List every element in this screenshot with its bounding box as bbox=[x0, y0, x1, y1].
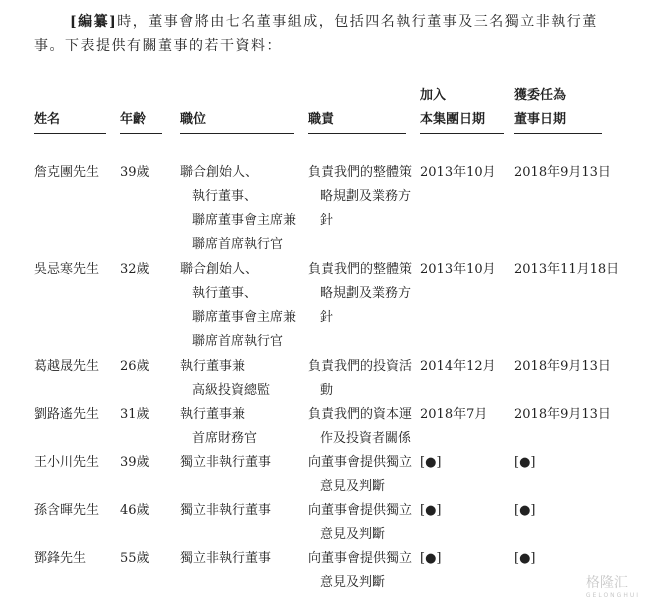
appointment-date: [●] bbox=[514, 503, 536, 518]
director-age: 31歲 bbox=[120, 407, 150, 422]
duties-line: 作及投資者關係 bbox=[320, 431, 412, 446]
director-age: 39歲 bbox=[120, 455, 150, 470]
position-line: 執行董事、 bbox=[192, 286, 258, 301]
director-name: 詹克團先生 bbox=[34, 165, 100, 180]
duties-line: 意見及判斷 bbox=[320, 479, 386, 494]
director-age: 32歲 bbox=[120, 262, 150, 277]
director-age: 46歲 bbox=[120, 503, 150, 518]
intro-paragraph bbox=[34, 10, 624, 58]
director-position bbox=[180, 499, 271, 523]
duties-line: 意見及判斷 bbox=[320, 575, 386, 590]
join-date: [●] bbox=[420, 503, 442, 518]
position-line: 聯席董事會主席兼 bbox=[192, 213, 297, 228]
appointment-date: [●] bbox=[514, 455, 536, 470]
director-position bbox=[180, 403, 257, 451]
director-age: 26歲 bbox=[120, 359, 150, 374]
position-line: 獨立非執行董事 bbox=[180, 503, 272, 518]
duties-line: 針 bbox=[320, 213, 334, 228]
join-date: 2014年12月 bbox=[420, 359, 496, 374]
director-duties bbox=[308, 403, 412, 451]
director-age: 55歲 bbox=[120, 551, 150, 566]
position-line: 執行董事兼 bbox=[180, 359, 246, 374]
director-position bbox=[180, 258, 296, 354]
join-date: 2013年10月 bbox=[420, 165, 496, 180]
director-position bbox=[180, 547, 271, 571]
appointment-date: 2013年11月18日 bbox=[514, 262, 620, 277]
header-join-date: 加入 本集團日期 bbox=[420, 84, 504, 132]
duties-line: 動 bbox=[320, 383, 334, 398]
duties-line: 負責我們的投資活 bbox=[308, 359, 413, 374]
header-age: 年齡 bbox=[120, 108, 162, 132]
join-date: 2018年7月 bbox=[420, 407, 488, 422]
duties-line: 負責我們的整體策 bbox=[308, 165, 413, 180]
position-line: 獨立非執行董事 bbox=[180, 455, 272, 470]
position-line: 執行董事、 bbox=[192, 189, 258, 204]
position-line: 聯席首席執行官 bbox=[192, 237, 284, 252]
position-line: 獨立非執行董事 bbox=[180, 551, 272, 566]
position-line: 聯合創始人、 bbox=[180, 262, 259, 277]
header-duties: 職責 bbox=[308, 108, 406, 132]
header-appoint-date: 獲委任為 董事日期 bbox=[514, 84, 602, 132]
position-line: 聯席董事會主席兼 bbox=[192, 310, 297, 325]
header-position: 職位 bbox=[180, 108, 294, 132]
director-duties bbox=[308, 499, 412, 547]
join-date: 2013年10月 bbox=[420, 262, 496, 277]
join-date: [●] bbox=[420, 551, 442, 566]
duties-line: 略規劃及業務方 bbox=[320, 189, 412, 204]
duties-line: 略規劃及業務方 bbox=[320, 286, 412, 301]
director-position bbox=[180, 451, 271, 475]
position-line: 聯席首席執行官 bbox=[192, 334, 284, 349]
director-name: 葛越晟先生 bbox=[34, 359, 100, 374]
appointment-date: 2018年9月13日 bbox=[514, 165, 611, 180]
join-date: [●] bbox=[420, 455, 442, 470]
duties-line: 向董事會提供獨立 bbox=[308, 503, 413, 518]
director-duties bbox=[308, 161, 412, 233]
director-position bbox=[180, 161, 296, 257]
duties-line: 向董事會提供獨立 bbox=[308, 551, 413, 566]
position-line: 首席財務官 bbox=[192, 431, 258, 446]
duties-line: 針 bbox=[320, 310, 334, 325]
director-duties bbox=[308, 547, 412, 595]
header-name: 姓名 bbox=[34, 108, 106, 132]
intro-line-2: 事。下表提供有關董事的若干資料： bbox=[34, 38, 282, 54]
redacted-bracket: [編纂] bbox=[70, 14, 118, 30]
intro-line-1: 時，董事會將由七名董事組成，包括四名執行董事及三名獨立非執行董 bbox=[117, 14, 598, 30]
duties-line: 向董事會提供獨立 bbox=[308, 455, 413, 470]
director-duties bbox=[308, 355, 412, 403]
director-name: 孫含暉先生 bbox=[34, 503, 100, 518]
appointment-date: 2018年9月13日 bbox=[514, 359, 611, 374]
position-line: 高級投資總監 bbox=[192, 383, 271, 398]
director-duties bbox=[308, 451, 412, 499]
duties-line: 負責我們的資本運 bbox=[308, 407, 413, 422]
director-duties bbox=[308, 258, 412, 330]
appointment-date: [●] bbox=[514, 551, 536, 566]
director-position bbox=[180, 355, 270, 403]
appointment-date: 2018年9月13日 bbox=[514, 407, 611, 422]
position-line: 聯合創始人、 bbox=[180, 165, 259, 180]
watermark-logo: 格隆汇 GELONGHUI bbox=[585, 575, 640, 599]
duties-line: 負責我們的整體策 bbox=[308, 262, 413, 277]
director-age: 39歲 bbox=[120, 165, 150, 180]
director-name: 鄧鋒先生 bbox=[34, 551, 87, 566]
director-name: 王小川先生 bbox=[34, 455, 100, 470]
duties-line: 意見及判斷 bbox=[320, 527, 386, 542]
director-name: 吳忌寒先生 bbox=[34, 262, 100, 277]
position-line: 執行董事兼 bbox=[180, 407, 246, 422]
director-name: 劉路遙先生 bbox=[34, 407, 100, 422]
